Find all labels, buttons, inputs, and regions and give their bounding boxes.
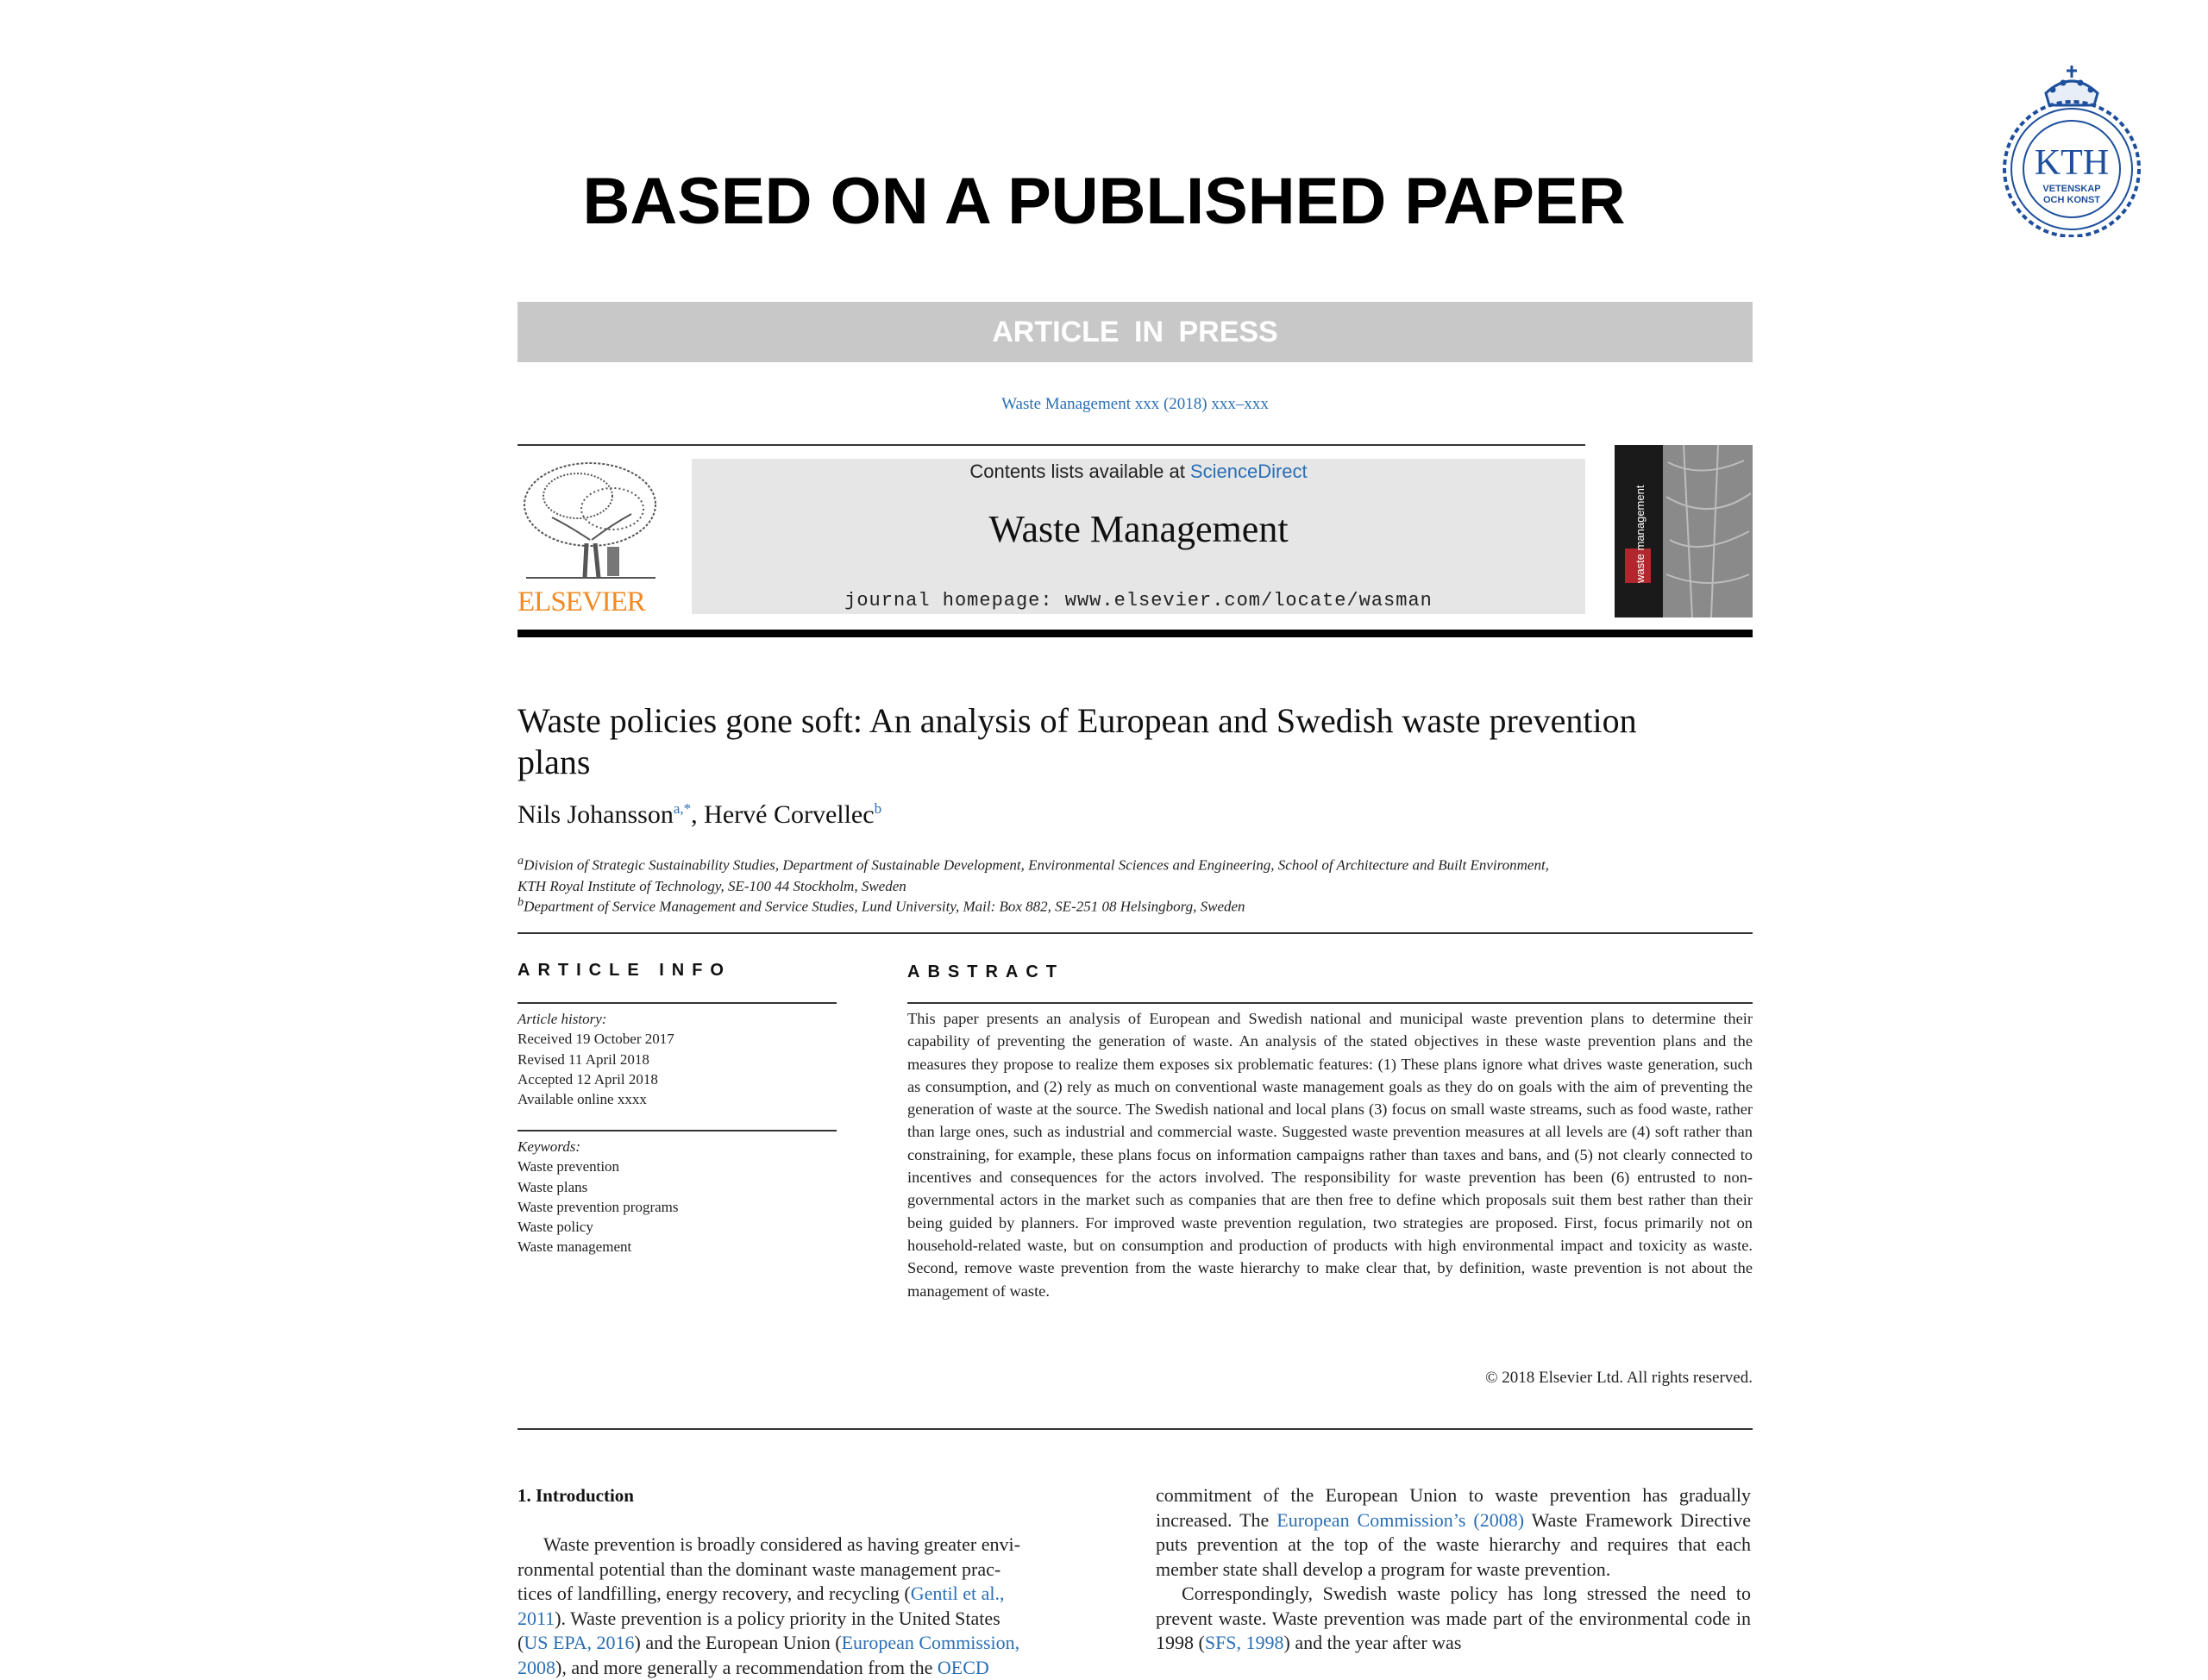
history-item: Received 19 October 2017 [518,1029,837,1049]
affiliation-b [518,892,1753,918]
keyword: Waste prevention [518,1157,837,1176]
affiliation-line: Division of Strategic Sustainability Studies, Department of Sustainable Development, Environmental Sciences and Engineering, School of Architecture and Built Environment, [524,857,1549,874]
intro-column-right [1156,1483,1751,1656]
reference-link[interactable]: 2011 [518,1608,555,1629]
keyword: Waste prevention programs [518,1197,837,1217]
masthead-rule [518,630,1753,637]
keywords [518,1137,837,1257]
body-text: ), and more generally a recommendation from the [555,1657,938,1678]
author-affiliation-marker[interactable]: a,* [674,800,691,817]
reference-link[interactable]: SFS, 1998 [1205,1632,1284,1653]
body-line [518,1582,1113,1607]
reference-link[interactable]: OECD [938,1657,989,1678]
divider [518,1130,837,1131]
reference-link[interactable]: European Commission, [842,1632,1020,1653]
history-item: Available online xxxx [518,1089,837,1109]
reference-link[interactable]: European Commission’s (2008) [1276,1509,1524,1531]
journal-cover-text: waste management [1634,485,1647,584]
author-name: Nils Johansson [518,800,674,829]
body-text: commitment of the European Union to waste prevention has gradually increased. The [1156,1484,1751,1531]
paper-title: Waste policies gone soft: An analysis of European and Swedish waste prevention plans [518,700,1639,783]
journal-homepage[interactable]: journal homepage: www.elsevier.com/locate/wasman [692,590,1585,611]
divider [518,1002,837,1004]
elsevier-tree-icon [518,457,662,582]
body-paragraph [1156,1483,1751,1582]
divider [907,1002,1753,1004]
author-name: Hervé Corvellec [704,800,874,829]
abstract-text: This paper presents an analysis of European and Swedish national and municipal waste prevention plans to determine their capability of preventing the generation of waste. An analysis of the stated objectives in these waste prevention plans and the measures they propose to realize them exposes six problematic features: (1) These plans ignore what drives waste generation, such as consumption, and (2) rely as much on conventional waste management goals as they do on goals with the aim of preventing the generation of waste at the source. The Swedish national and local plans (3) focus on small waste streams, such as food waste, rather than large ones, such as industrial and commercial waste. Suggested waste prevention measures at all levels are (4) soft rather than constraining, for example, these plans focus on information campaigns rather than taxes and bans, and (5) not clearly connected to incentives and consequences for the actors involved. The responsibility for waste prevention has been (6) entrusted to non-governmental actors in the market such as companies that are then free to define which proposals suit them best rather than their being guided by planners. For improved waste prevention regulation, two strategies are proposed. First, focus primarily not on household-related waste, but on consumption and production of products with high environmental impact and toxicity as waste. Second, remove waste prevention from the waste hierarchy to make clear that, by definition, waste prevention is not about the management of waste. [907,1007,1753,1302]
affiliation-line: KTH Royal Institute of Technology, SE-100 44 Stockholm, Sweden [518,878,906,894]
journal-name: Waste Management [692,507,1585,551]
intro-column-left [518,1533,1113,1680]
divider [518,1428,1753,1430]
sciencedirect-link[interactable]: ScienceDirect [1190,461,1308,482]
author-affiliation-marker[interactable]: b [875,800,882,817]
divider [518,932,1753,934]
body-text: Waste Framework Directive puts prevention at the top of the waste hierarchy and requires that each member state shall develop a program for waste prevention. [1156,1509,1751,1580]
keyword: Waste plans [518,1177,837,1197]
reference-link[interactable]: Gentil et al., [911,1583,1005,1604]
article-info-heading: ARTICLE INFO [518,961,731,981]
history-item: Accepted 12 April 2018 [518,1069,837,1089]
keyword: Waste policy [518,1217,837,1237]
body-paragraph [1156,1582,1751,1656]
contents-line [692,461,1585,483]
kth-logo-tagline-1: VETENSKAP [2042,184,2100,194]
elsevier-wordmark: ELSEVIER [518,586,662,618]
journal-cover-image [1615,445,1753,617]
affiliation-line: Department of Service Management and Service Studies, Lund University, Mail: Box 882, SE-251 08 Helsingborg, Sweden [524,899,1245,915]
affiliation-marker: b [518,895,524,909]
author-list [518,800,881,830]
affiliation-a [518,850,1753,897]
keyword: Waste management [518,1237,837,1257]
body-text: ) and the European Union ( [635,1632,842,1653]
body-text: tices of landfilling, energy recovery, and recycling ( [518,1583,911,1604]
affiliation-marker: a [518,854,524,868]
keywords-label: Keywords: [518,1137,837,1157]
copyright-notice: © 2018 Elsevier Ltd. All rights reserved. [907,1369,1753,1388]
divider [518,444,1585,446]
reference-link[interactable]: 2008 [518,1657,555,1678]
body-text: ( [518,1632,524,1653]
author-separator: , [691,800,704,829]
journal-citation-link[interactable]: Waste Management xxx (2018) xxx–xxx [518,395,1753,414]
history-item: Revised 11 April 2018 [518,1050,837,1069]
reference-link[interactable]: US EPA, 2016 [524,1632,634,1653]
body-text: ). Waste prevention is a policy priority in the United States [555,1608,1000,1629]
kth-crown-seal-icon [1992,60,2152,237]
slide-title: BASED ON A PUBLISHED PAPER [0,164,2208,239]
body-text: Correspondingly, Swedish waste policy has long stressed the need to prevent waste. Waste prevention was made part of the environmental code in 1998 ( [1156,1583,1751,1653]
article-in-press-banner: ARTICLE IN PRESS [518,302,1753,362]
body-line [518,1607,1113,1632]
article-history [518,1009,837,1109]
body-line [518,1631,1113,1656]
kth-logo-name: KTH [2035,143,2109,183]
history-label: Article history: [518,1009,837,1029]
body-text: ) and the year after was [1284,1632,1462,1653]
abstract-heading: ABSTRACT [907,962,1064,982]
introduction-heading: 1. Introduction [518,1485,634,1507]
body-line: ronmental potential than the dominant waste management prac- [518,1558,1113,1583]
body-line [518,1656,1113,1680]
kth-logo-tagline-2: OCH KONST [2043,195,2100,205]
contents-prefix: Contents lists available at [969,461,1190,482]
body-line: Waste prevention is broadly considered as having greater envi- [518,1533,1113,1558]
